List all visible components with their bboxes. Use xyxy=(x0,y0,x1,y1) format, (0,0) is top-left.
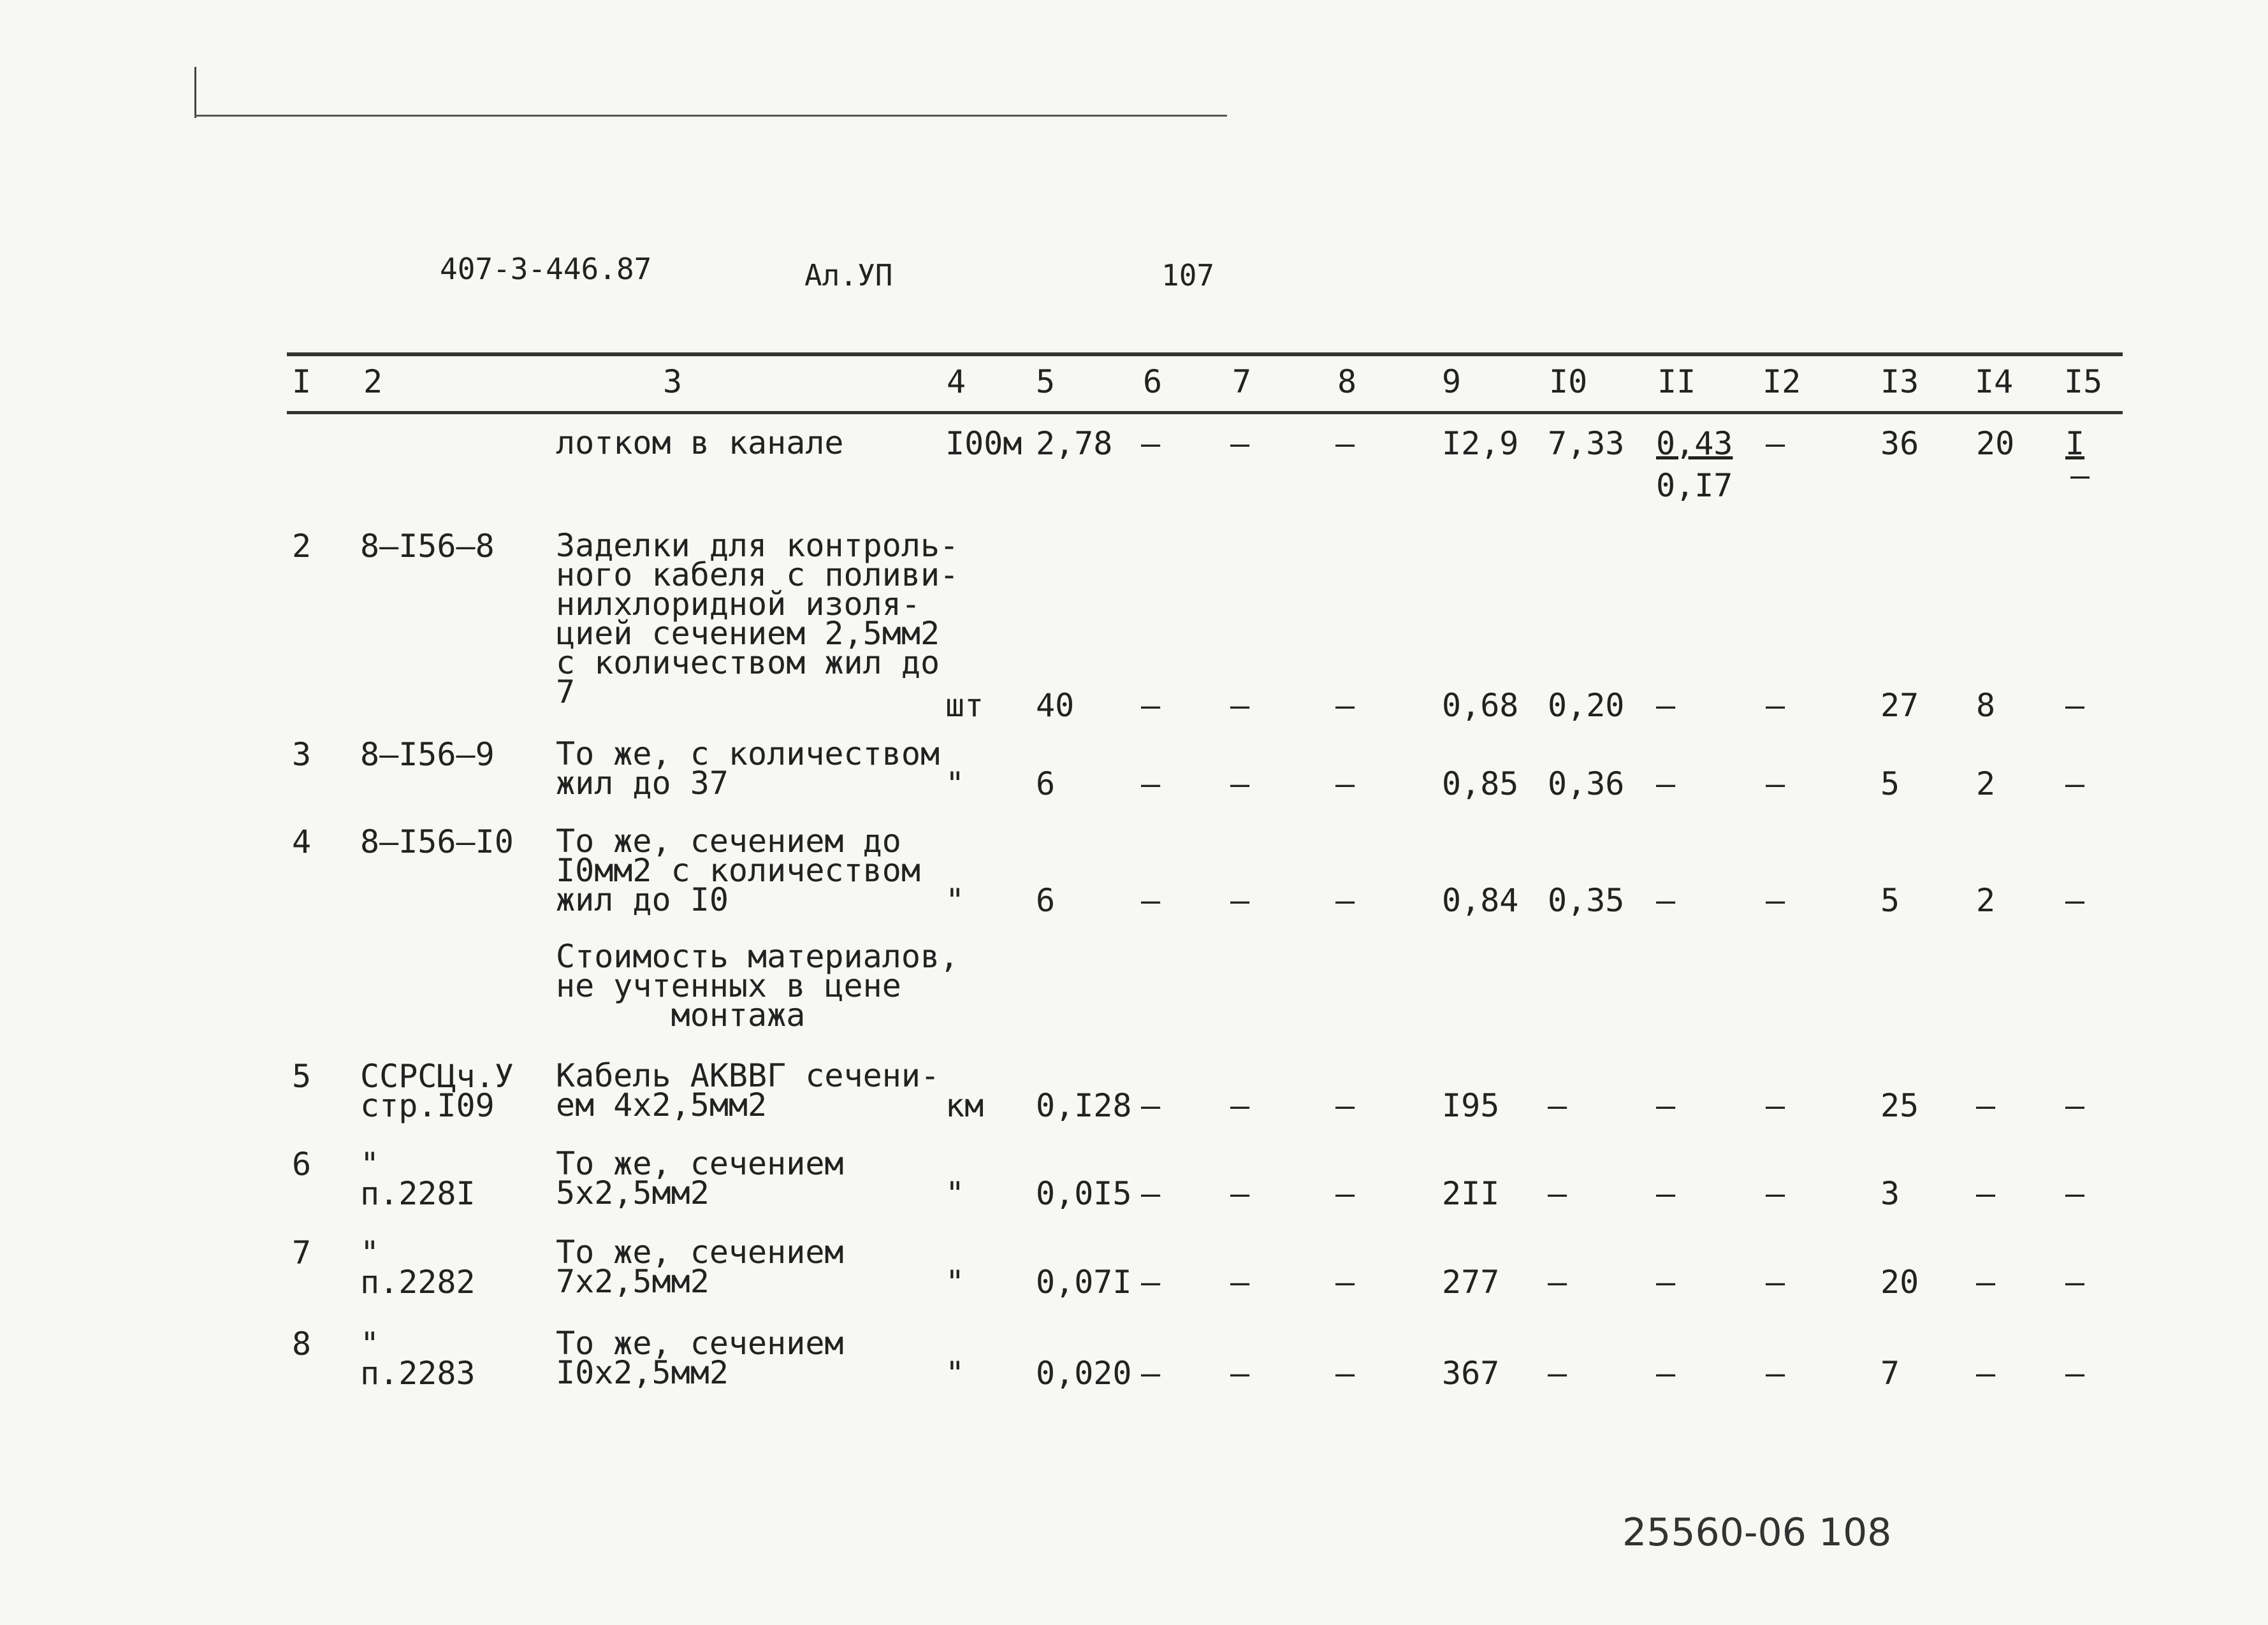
cell-unit: шт xyxy=(945,687,984,724)
column-header-10: I0 xyxy=(1549,363,1588,400)
column-header-1: I xyxy=(292,363,312,400)
cell-description xyxy=(556,527,959,711)
cell-c9: 0,84 xyxy=(1442,882,1519,919)
cell-c15-sub: – xyxy=(2070,457,2090,494)
cell-unit: " xyxy=(945,1264,965,1301)
column-header-9: 9 xyxy=(1442,363,1462,400)
cell-c11: – xyxy=(1656,687,1676,724)
cell-c5: 6 xyxy=(1036,765,1056,802)
cell-description xyxy=(556,1325,938,1391)
cell-description xyxy=(556,938,959,1034)
description-line: жил до I0 xyxy=(556,881,729,918)
cell-code-line-1: " xyxy=(360,1325,380,1362)
description-line: I0х2,5мм2 xyxy=(556,1354,729,1391)
album-label: Ал.УП xyxy=(804,258,893,292)
description-line: Стоимость материалов, xyxy=(556,938,959,975)
cell-c5: 0,0I5 xyxy=(1036,1175,1132,1212)
cell-c9: 2II xyxy=(1442,1175,1500,1212)
cell-c8: – xyxy=(1335,425,1355,462)
cell-c15: – xyxy=(2065,882,2085,919)
cell-c10: – xyxy=(1548,1264,1567,1301)
cell-c12: – xyxy=(1766,1087,1785,1124)
cell-c13: 25 xyxy=(1880,1087,1919,1124)
cell-c6: – xyxy=(1141,1087,1161,1124)
description-line: Заделки для контроль- xyxy=(556,527,959,564)
cell-c15: I xyxy=(2065,425,2085,462)
cell-c15: – xyxy=(2065,765,2085,802)
cell-code-line-1: 8–I56–9 xyxy=(360,736,495,773)
description-line: жил до 37 xyxy=(556,765,729,802)
cell-c13: 3 xyxy=(1880,1175,1900,1212)
cell-c15: – xyxy=(2065,1355,2085,1392)
column-header-4: 4 xyxy=(947,363,966,400)
description-line: 5х2,5мм2 xyxy=(556,1174,709,1211)
top-margin-tick xyxy=(194,67,196,118)
cell-num: 7 xyxy=(292,1234,312,1271)
cell-c10: – xyxy=(1548,1175,1567,1212)
cell-c14: 2 xyxy=(1976,882,1996,919)
cell-code-line-2: п.2283 xyxy=(360,1355,476,1392)
cell-c8: – xyxy=(1335,687,1355,724)
description-line: I0мм2 с количеством xyxy=(556,852,920,889)
column-header-8: 8 xyxy=(1337,363,1357,400)
cell-c11: – xyxy=(1656,1355,1676,1392)
column-header-11: II xyxy=(1657,363,1696,400)
cell-c11-sub: 0,I7 xyxy=(1656,467,1733,504)
cell-c13: 36 xyxy=(1880,425,1919,462)
column-header-2: 2 xyxy=(363,363,383,400)
cell-c9: I95 xyxy=(1442,1087,1500,1124)
cell-c14: 8 xyxy=(1976,687,1996,724)
cell-c9: 0,85 xyxy=(1442,765,1519,802)
description-line: цией сечением 2,5мм2 xyxy=(556,615,940,652)
handwritten-note: 25560-06 108 xyxy=(1622,1510,1892,1555)
cell-unit: " xyxy=(945,882,965,919)
cell-c10: 7,33 xyxy=(1548,425,1625,462)
cell-c13: 5 xyxy=(1880,765,1900,802)
cell-c12: – xyxy=(1766,687,1785,724)
cell-c7: – xyxy=(1230,1087,1250,1124)
cell-c9: 367 xyxy=(1442,1355,1500,1392)
cell-num: 6 xyxy=(292,1146,312,1183)
cell-c5: 0,I28 xyxy=(1036,1087,1132,1124)
page-number: 107 xyxy=(1161,258,1215,292)
description-line: ного кабеля с поливи- xyxy=(556,556,959,593)
description-line: То же, сечением xyxy=(556,1145,844,1182)
cell-c12: – xyxy=(1766,425,1785,462)
column-header-12: I2 xyxy=(1763,363,1801,400)
cell-c6: – xyxy=(1141,1264,1161,1301)
description-line: Кабель АКВВГ сечени- xyxy=(556,1057,940,1094)
cell-c6: – xyxy=(1141,425,1161,462)
cell-c13: 20 xyxy=(1880,1264,1919,1301)
cell-code-line-2: стр.I09 xyxy=(360,1087,495,1124)
cell-c7: – xyxy=(1230,687,1250,724)
cell-c8: – xyxy=(1335,1175,1355,1212)
column-header-13: I3 xyxy=(1880,363,1919,400)
cell-c8: – xyxy=(1335,1355,1355,1392)
header-bottom-rule xyxy=(287,411,2123,414)
cell-c14: – xyxy=(1976,1355,1996,1392)
cell-num: 4 xyxy=(292,823,312,860)
description-line: То же, сечением до xyxy=(556,823,901,860)
cell-c5: 0,020 xyxy=(1036,1355,1132,1392)
cell-unit: " xyxy=(945,765,965,802)
doc-code: 407-3-446.87 xyxy=(440,252,652,286)
cell-code-line-1: 8–I56–I0 xyxy=(360,823,514,860)
cell-num: 8 xyxy=(292,1325,312,1362)
cell-code-line-1: " xyxy=(360,1146,380,1183)
cell-c8: – xyxy=(1335,882,1355,919)
cell-c14: 20 xyxy=(1976,425,2015,462)
cell-description xyxy=(556,1057,940,1123)
cell-c12: – xyxy=(1766,1355,1785,1392)
cell-c8: – xyxy=(1335,1264,1355,1301)
cell-c9: 277 xyxy=(1442,1264,1500,1301)
cell-c10: 0,20 xyxy=(1548,687,1625,724)
description-line: лотком в канале xyxy=(556,424,844,461)
column-header-7: 7 xyxy=(1232,363,1252,400)
cell-c6: – xyxy=(1141,687,1161,724)
cell-c7: – xyxy=(1230,882,1250,919)
cell-c14: – xyxy=(1976,1087,1996,1124)
description-line: нилхлоридной изоля- xyxy=(556,586,920,623)
column-header-5: 5 xyxy=(1036,363,1056,400)
cell-c11: – xyxy=(1656,765,1676,802)
cell-c13: 5 xyxy=(1880,882,1900,919)
cell-c13: 7 xyxy=(1880,1355,1900,1392)
cell-c7: – xyxy=(1230,1264,1250,1301)
cell-unit: " xyxy=(945,1355,965,1392)
cell-c12: – xyxy=(1766,882,1785,919)
cell-c6: – xyxy=(1141,882,1161,919)
cell-unit: I00м xyxy=(945,425,1022,462)
description-line: 7 xyxy=(556,674,576,711)
cell-c6: – xyxy=(1141,1175,1161,1212)
cell-c5: 40 xyxy=(1036,687,1075,724)
header-top-rule xyxy=(287,352,2123,356)
cell-c14: – xyxy=(1976,1175,1996,1212)
cell-c15: – xyxy=(2065,1087,2085,1124)
column-header-14: I4 xyxy=(1975,363,2014,400)
description-line: не учтенных в цене xyxy=(556,967,901,1004)
cell-c5: 0,07I xyxy=(1036,1264,1132,1301)
cell-description xyxy=(556,1234,938,1300)
cell-c13: 27 xyxy=(1880,687,1919,724)
cell-c10: – xyxy=(1548,1087,1567,1124)
cell-description xyxy=(556,735,940,802)
cell-unit: " xyxy=(945,1175,965,1212)
cell-c7: – xyxy=(1230,425,1250,462)
cell-code-line-1: ССРСЦч.У xyxy=(360,1058,514,1095)
cell-c6: – xyxy=(1141,1355,1161,1392)
cell-c5: 2,78 xyxy=(1036,425,1113,462)
description-line: То же, сечением xyxy=(556,1234,844,1271)
cell-c10: – xyxy=(1548,1355,1567,1392)
top-margin-rule xyxy=(194,115,1227,117)
cell-c12: – xyxy=(1766,1175,1785,1212)
cell-c15: – xyxy=(2065,1264,2085,1301)
cell-c11: – xyxy=(1656,1175,1676,1212)
cell-c15: – xyxy=(2065,687,2085,724)
cell-num: 5 xyxy=(292,1058,312,1095)
cell-description xyxy=(556,1145,938,1211)
cell-c8: – xyxy=(1335,765,1355,802)
cell-num: 2 xyxy=(292,528,312,565)
cell-description xyxy=(556,424,938,461)
cell-description xyxy=(556,823,938,918)
cell-c10: 0,35 xyxy=(1548,882,1625,919)
cell-c11: – xyxy=(1656,882,1676,919)
cell-c11: – xyxy=(1656,1264,1676,1301)
cell-c5: 6 xyxy=(1036,882,1056,919)
cell-c14: – xyxy=(1976,1264,1996,1301)
cell-code-line-1: 8–I56–8 xyxy=(360,528,495,565)
cell-code-line-2: п.228I xyxy=(360,1175,476,1212)
cell-code-line-2: п.2282 xyxy=(360,1264,476,1301)
cell-c7: – xyxy=(1230,1175,1250,1212)
description-line: 7х2,5мм2 xyxy=(556,1263,709,1300)
cell-num: 3 xyxy=(292,736,312,773)
description-line: ем 4х2,5мм2 xyxy=(556,1087,767,1123)
cell-c6: – xyxy=(1141,765,1161,802)
description-line: монтажа xyxy=(556,997,806,1034)
description-line: с количеством жил до xyxy=(556,644,940,681)
cell-code-line-1: " xyxy=(360,1234,380,1271)
cell-c11: 0,43 xyxy=(1656,425,1733,462)
description-line: То же, сечением xyxy=(556,1325,844,1362)
cell-c8: – xyxy=(1335,1087,1355,1124)
cell-c9: I2,9 xyxy=(1442,425,1519,462)
cell-c14: 2 xyxy=(1976,765,1996,802)
cell-c12: – xyxy=(1766,1264,1785,1301)
column-header-3: 3 xyxy=(663,363,683,400)
cell-c9: 0,68 xyxy=(1442,687,1519,724)
cell-c15: – xyxy=(2065,1175,2085,1212)
description-line: То же, с количеством xyxy=(556,735,940,772)
cell-c12: – xyxy=(1766,765,1785,802)
column-header-15: I5 xyxy=(2064,363,2103,400)
cell-unit: км xyxy=(945,1087,984,1124)
column-header-6: 6 xyxy=(1143,363,1163,400)
cell-c7: – xyxy=(1230,765,1250,802)
cell-c11: – xyxy=(1656,1087,1676,1124)
cell-c10: 0,36 xyxy=(1548,765,1625,802)
cell-c7: – xyxy=(1230,1355,1250,1392)
